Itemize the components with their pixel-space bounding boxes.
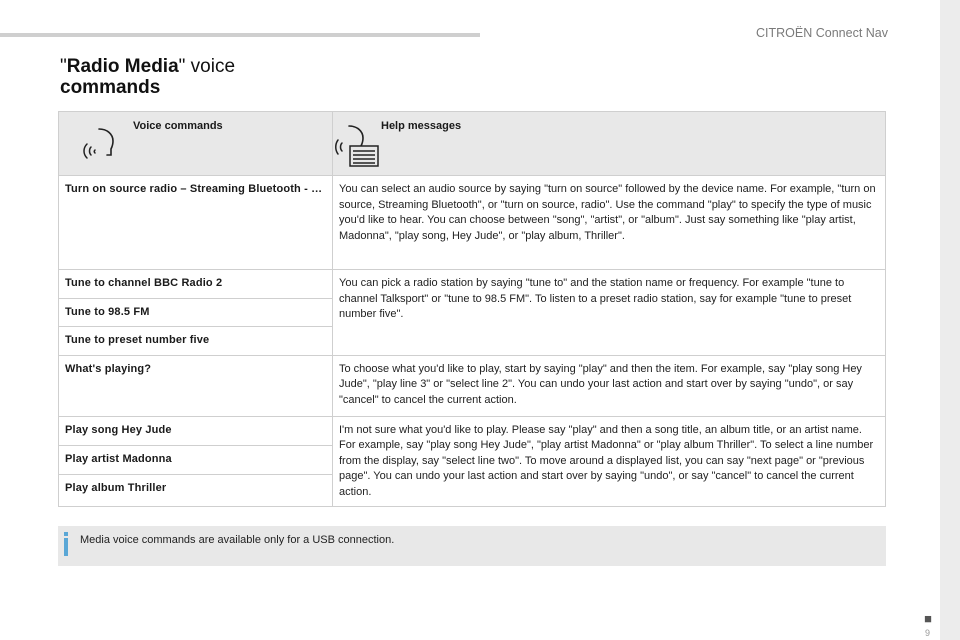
title-quote-close: " voice [178, 56, 236, 77]
info-icon [64, 538, 68, 556]
title-line-2: commands [60, 77, 161, 98]
table-row [59, 270, 886, 299]
header-rule [0, 33, 480, 37]
help-messages-label: Help messages [381, 120, 462, 132]
voice-command-cell: Tune to channel BBC Radio 2 [59, 270, 333, 299]
title-line-1: Radio Media [66, 56, 179, 77]
help-message-cell: I'm not sure what you'd like to play. Please say "play" and then a song title, an album title, or an artist name. For example, say "play song Hey Jude", "play artist Madonna" or "play album Thriller". To select a line number from the display, say "select line two". To move around a displayed list, you can say "next page" or "previous page". You can undo your last action and start over by saying "undo", or say "cancel" to cancel the current action. [333, 416, 886, 507]
voice-command-cell: Tune to preset number five [59, 327, 333, 356]
side-strip [940, 0, 960, 640]
title-quote-open: " [60, 56, 67, 77]
continue-mark: ■ [924, 611, 932, 626]
voice-command-cell: Play song Hey Jude [59, 416, 333, 445]
help-message-cell: To choose what you'd like to play, start by saying "play" and then the item. For example, say "play song Hey Jude", "play line 3" or "select line 2". You can undo your last action and start over by saying "undo", or say "cancel" to cancel the current action. [333, 355, 886, 416]
voice-command-cell: Play album Thriller [59, 475, 333, 507]
voice-command-cell: Turn on source radio – Streaming Bluetooth - … [59, 176, 333, 270]
header-brand: CITROËN Connect Nav [756, 26, 888, 40]
help-message-cell: You can pick a radio station by saying "tune to" and the station name or frequency. For example "tune to channel Talksport" or "tune to 98.5 FM". To listen to a preset radio station, say for example "tune to preset number five". [333, 270, 886, 356]
table-row [59, 355, 886, 416]
help-messages-header [333, 112, 886, 176]
voice-command-cell: Play artist Madonna [59, 445, 333, 474]
voice-commands-header [59, 112, 333, 176]
voice-command-cell: Tune to 98.5 FM [59, 298, 333, 327]
voice-speaking-icon [83, 125, 123, 165]
help-message-cell: You can select an audio source by saying "turn on source" followed by the device name. For example, "turn on source, Streaming Bluetooth", or "turn on source, radio". Use the command "play" to specify the type of music you'd like to hear. You can choose between "song", "artist", or "album". Just say something like "play artist, Madonna", "play song, Hey Jude", or "play album, Thriller". [333, 176, 886, 270]
voice-command-table [58, 111, 886, 507]
page-title [60, 56, 235, 98]
info-note-text: Media voice commands are available only for a USB connection. [80, 534, 395, 546]
voice-help-screen-icon [335, 122, 381, 168]
voice-command-cell: What's playing? [59, 355, 333, 416]
table-header-row [59, 112, 886, 176]
table-row [59, 176, 886, 270]
table-row [59, 416, 886, 445]
info-note [58, 526, 886, 566]
voice-commands-label: Voice commands [133, 120, 223, 132]
page-number: 9 [924, 628, 930, 638]
